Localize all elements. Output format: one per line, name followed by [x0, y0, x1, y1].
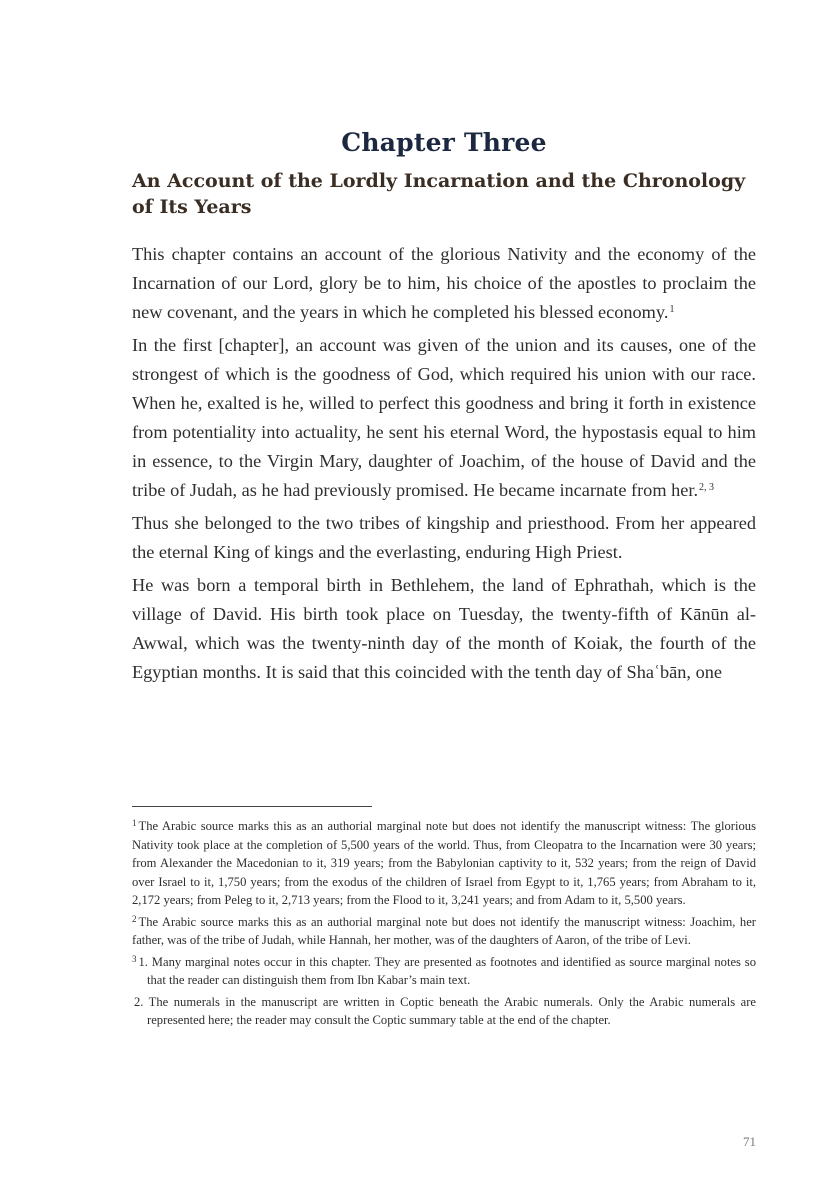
paragraph-text: This chapter contains an account of the glorious Nativity and the economy of the Incarnation of our Lord, glory be to him, his choice of the apostles to proclaim the new covenant, and the years in which he completed his blessed economy.	[132, 244, 756, 322]
paragraph	[132, 509, 756, 567]
paragraph-text: He was born a temporal birth in Bethlehem, the land of Ephrathah, which is the village of David. His birth took place on Tuesday, the twenty-fifth of Kānūn al-Awwal, which was the twenty-ninth day of the month of Koiak, the fourth of the Egyptian months. It is said that this coincided with the tenth day of Shaʿbān, one	[132, 575, 756, 682]
footnote-2	[132, 913, 756, 950]
footnote-text: The Arabic source marks this as an authorial marginal note but does not identify the manuscript witness: The glorious Nativity took place at the completion of 5,500 years of the world. Thus, from Cleopatra to the Incarnation were 30 years; from Alexander the Macedonian to it, 319 years; from the Babylonian captivity to it, 532 years; from the reign of David over Israel to it, 1,750 years; from the exodus of the children of Israel from Egypt to it, 1,765 years; from Abraham to it, 2,172 years; from Peleg to it, 2,713 years; from the Flood to it, 3,241 years; and from Adam to it, 5,500 years.	[132, 819, 756, 907]
footnote-1	[132, 817, 756, 910]
page-number: 71	[743, 1134, 756, 1149]
paragraph-text: In the first [chapter], an account was given of the union and its causes, one of the strongest of which is the goodness of God, which required his union with our race. When he, exalted is he, willed to perfect this goodness and bring it forth in existence from potentiality into actuality, he sent his eternal Word, the hypostasis equal to him in essence, to the Virgin Mary, daughter of Joachim, of the house of David and the tribe of Judah, as he had previously promised. He became incarnate from her.	[132, 335, 756, 500]
paragraph	[132, 331, 756, 505]
paragraph	[132, 571, 756, 687]
footnote-text: The Arabic source marks this as an authorial marginal note but does not identify the manuscript witness: Joachim, her father, was of the tribe of Judah, while Hannah, her mother, was of the daughters of Aaron, of the tribe of Levi.	[132, 914, 756, 947]
footnote-reference[interactable]: 1	[669, 304, 675, 315]
paragraph-text: Thus she belonged to the two tribes of kingship and priesthood. From her appeared the eternal King of kings and the everlasting, enduring High Priest.	[132, 513, 756, 562]
chapter-title: Chapter Three	[341, 128, 547, 157]
footnote-3-item-1	[132, 953, 756, 990]
body-text	[132, 240, 756, 691]
footnote-text: 1. Many marginal notes occur in this chapter. They are presented as footnotes and identified as source marginal notes so that the reader can distinguish them from Ibn Kabar’s main text.	[138, 954, 756, 987]
footnote-reference[interactable]: 2, 3	[699, 482, 715, 493]
footnote-3-item-2	[132, 993, 756, 1030]
footnote-number: 2	[132, 913, 137, 924]
footnote-text: 2. The numerals in the manuscript are written in Coptic beneath the Arabic numerals. Only the Arabic numerals are represented here; the reader may consult the Coptic summary table at the end of the chapter.	[134, 994, 756, 1027]
paragraph	[132, 240, 756, 327]
footnote-number: 3	[132, 953, 137, 964]
footnote-number: 1	[132, 818, 137, 828]
footnote-divider	[132, 806, 372, 807]
chapter-subtitle: An Account of the Lordly Incarnation and the Chronology of Its Years	[132, 170, 746, 218]
footnotes	[132, 817, 756, 1033]
